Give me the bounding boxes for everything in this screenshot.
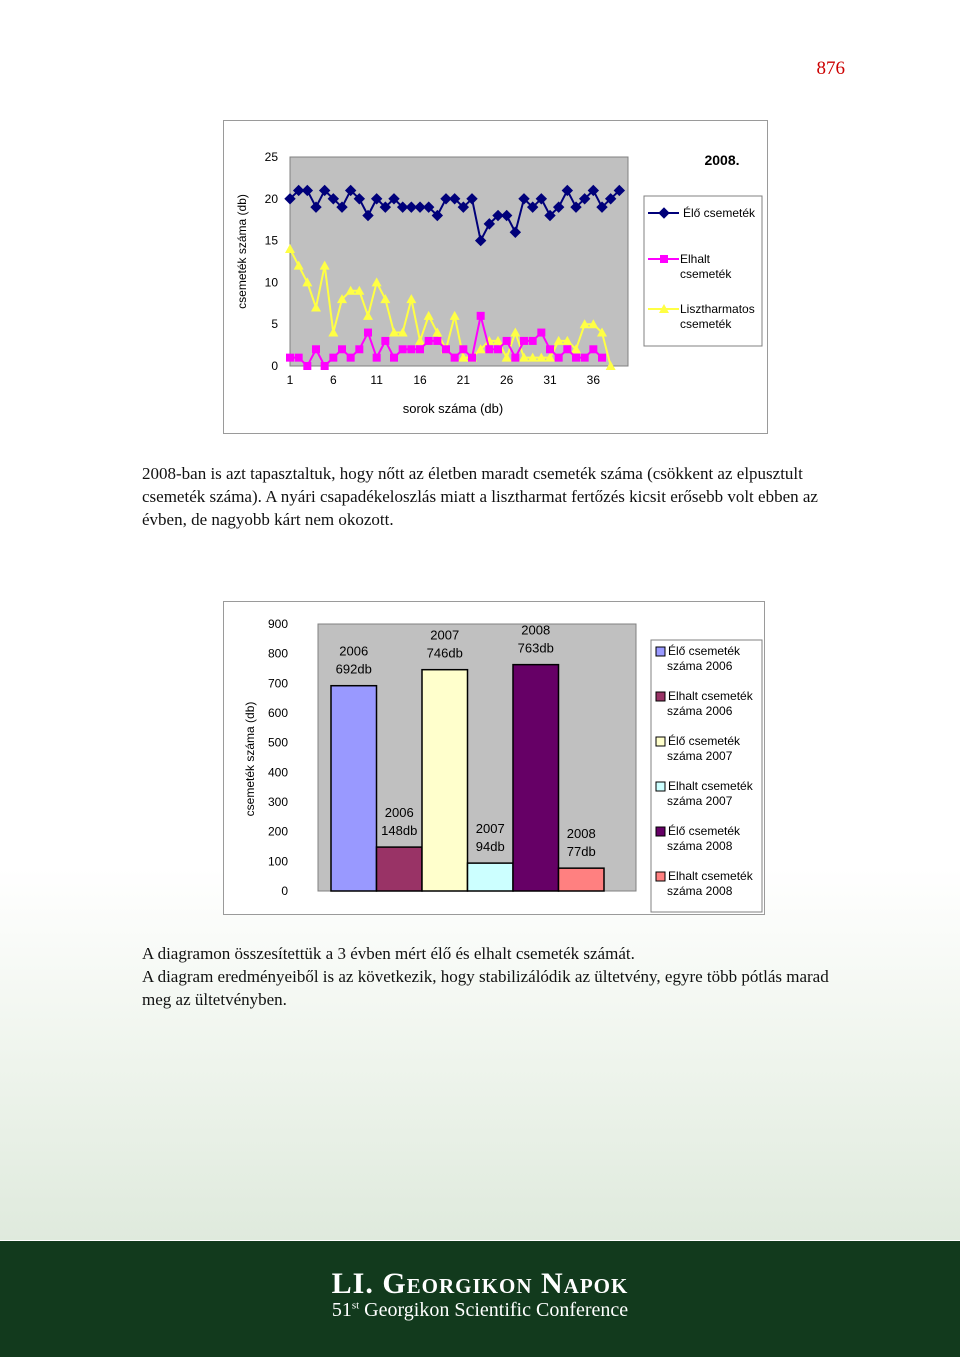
legend-label: Elhalt [680, 252, 711, 266]
line-chart-svg [224, 121, 767, 433]
data-point [338, 345, 346, 353]
legend-swatch [656, 692, 665, 701]
legend-swatch [656, 872, 665, 881]
legend-label: száma 2008 [667, 884, 733, 898]
paragraph-line-1: A diagramon összesítettük a 3 évben mért élő és elhalt csemeték számát. [142, 944, 635, 963]
bar [422, 670, 468, 891]
paragraph-text: 2008-ban is azt tapasztaltuk, hogy nőtt az életben maradt csemeték száma (csökkent az elpusztult csemeték száma). A nyári csapadékeloszlás miatt a lisztharmat fertőzés kicsit erősebb volt ebben az évben, de nagyobb kárt nem okozott. [142, 464, 818, 529]
bar-label-value: 692db [335, 661, 372, 677]
y-tick-label: 10 [264, 275, 278, 290]
legend-label: Élő csemeték [668, 644, 741, 658]
data-point [312, 345, 320, 353]
conference-title: LI. Georgikon Napok [331, 1267, 629, 1300]
conference-subtitle-text: Georgikon Scientific Conference [359, 1299, 629, 1321]
data-point [546, 345, 554, 353]
data-point [364, 329, 372, 337]
data-point [373, 354, 381, 362]
y-tick-label: 800 [267, 646, 288, 661]
data-point [321, 362, 329, 370]
y-axis-label: csemeték száma (db) [235, 194, 249, 309]
data-point [581, 354, 589, 362]
data-point [399, 345, 407, 353]
legend-label: csemeték [680, 317, 732, 331]
data-point [598, 354, 606, 362]
data-point [442, 345, 450, 353]
data-point [459, 345, 467, 353]
data-point [425, 337, 433, 345]
legend-label: Élő csemeték [683, 206, 756, 220]
data-point [511, 354, 519, 362]
legend-label: Élő csemeték [668, 734, 741, 748]
x-tick-label: 36 [586, 373, 601, 387]
data-point [503, 337, 511, 345]
legend-swatch [656, 647, 665, 656]
bar [331, 686, 377, 891]
bar-chart-svg [224, 602, 764, 914]
bar-label-year: 2007 [475, 821, 505, 837]
data-point [347, 354, 355, 362]
bar [559, 868, 605, 891]
bar-label-year: 2007 [430, 627, 460, 643]
data-point [381, 337, 389, 345]
data-point [477, 312, 485, 320]
y-tick-label: 0 [271, 359, 278, 373]
y-tick-label: 200 [267, 824, 288, 839]
y-tick-label: 600 [267, 706, 288, 720]
line-chart-2008 [223, 120, 768, 434]
bar [377, 847, 423, 891]
bar-label-year: 2008 [566, 826, 596, 842]
conference-subtitle [0, 1299, 960, 1322]
legend-marker [660, 255, 668, 263]
legend-label: száma 2006 [667, 704, 733, 718]
legend-swatch [656, 737, 665, 746]
y-tick-label: 100 [267, 854, 288, 869]
y-axis-label: csemeték száma (db) [243, 701, 257, 817]
x-tick-label: 6 [329, 373, 337, 387]
data-point [563, 345, 571, 353]
data-point [520, 337, 528, 345]
y-tick-label: 500 [267, 735, 288, 750]
data-point [485, 345, 493, 353]
bar-label-value: 77db [566, 844, 596, 860]
legend-swatch [656, 827, 665, 836]
paragraph-line-2: A diagram eredményeiből is az következik, hogy stabilizálódik az ültetvény, egyre több pótlás marad meg az ültetvényben. [142, 967, 829, 1009]
conference-footer [0, 1241, 960, 1357]
paragraph-summary [142, 942, 832, 1011]
chart-title: 2008. [704, 152, 740, 168]
bar [468, 863, 514, 891]
legend-label: száma 2007 [667, 749, 733, 763]
data-point [303, 362, 311, 370]
data-point [468, 354, 476, 362]
bar-label-year: 2006 [339, 643, 369, 659]
paragraph-results-2008 [142, 462, 832, 531]
data-point [494, 345, 502, 353]
legend-swatch [656, 782, 665, 791]
y-tick-label: 900 [267, 617, 288, 631]
legend-label: Elhalt csemeték [668, 689, 753, 703]
data-point [329, 354, 337, 362]
data-point [295, 354, 303, 362]
bar-label-value: 94db [475, 839, 505, 855]
data-point [355, 345, 363, 353]
x-tick-label: 31 [543, 373, 557, 387]
bar [513, 665, 559, 891]
x-tick-label: 1 [286, 373, 294, 387]
bar-label-value: 746db [426, 645, 463, 661]
bar-label-value: 763db [517, 640, 554, 656]
data-point [555, 354, 563, 362]
bar-label-year: 2008 [521, 622, 551, 638]
y-tick-label: 300 [267, 795, 288, 809]
data-point [529, 337, 537, 345]
data-point [589, 345, 597, 353]
x-tick-label: 11 [370, 373, 383, 387]
data-point [451, 354, 459, 362]
legend-label: Elhalt csemeték [668, 779, 753, 793]
y-tick-label: 20 [264, 191, 278, 206]
data-point [537, 329, 545, 337]
x-tick-label: 21 [456, 373, 471, 387]
legend-label: csemeték [680, 267, 732, 281]
page-number: 876 [816, 58, 845, 79]
x-axis-label: sorok száma (db) [402, 401, 504, 416]
legend-label: száma 2006 [667, 659, 733, 673]
legend-label: száma 2008 [667, 839, 733, 853]
data-point [416, 345, 424, 353]
y-tick-label: 700 [267, 676, 288, 691]
data-point [286, 354, 294, 362]
legend-label: Elhalt csemeték [668, 869, 753, 883]
data-point [390, 354, 398, 362]
legend-label: száma 2007 [667, 794, 733, 808]
data-point [407, 345, 415, 353]
x-tick-label: 26 [499, 373, 514, 387]
bar-label-year: 2006 [384, 805, 414, 821]
data-point [572, 354, 580, 362]
y-tick-label: 5 [271, 317, 278, 332]
bar-chart-summary [223, 601, 765, 915]
legend-label: Élő csemeték [668, 824, 741, 838]
y-tick-label: 25 [264, 150, 278, 164]
legend-label: Lisztharmatos [680, 302, 755, 316]
y-tick-label: 400 [267, 765, 288, 780]
bar-label-value: 148db [381, 823, 418, 839]
x-tick-label: 16 [413, 373, 427, 387]
y-tick-label: 15 [264, 233, 278, 248]
conference-number-suffix: st [351, 1299, 360, 1312]
conference-number: 51 [331, 1299, 352, 1321]
y-tick-label: 0 [281, 884, 288, 898]
data-point [433, 337, 441, 345]
